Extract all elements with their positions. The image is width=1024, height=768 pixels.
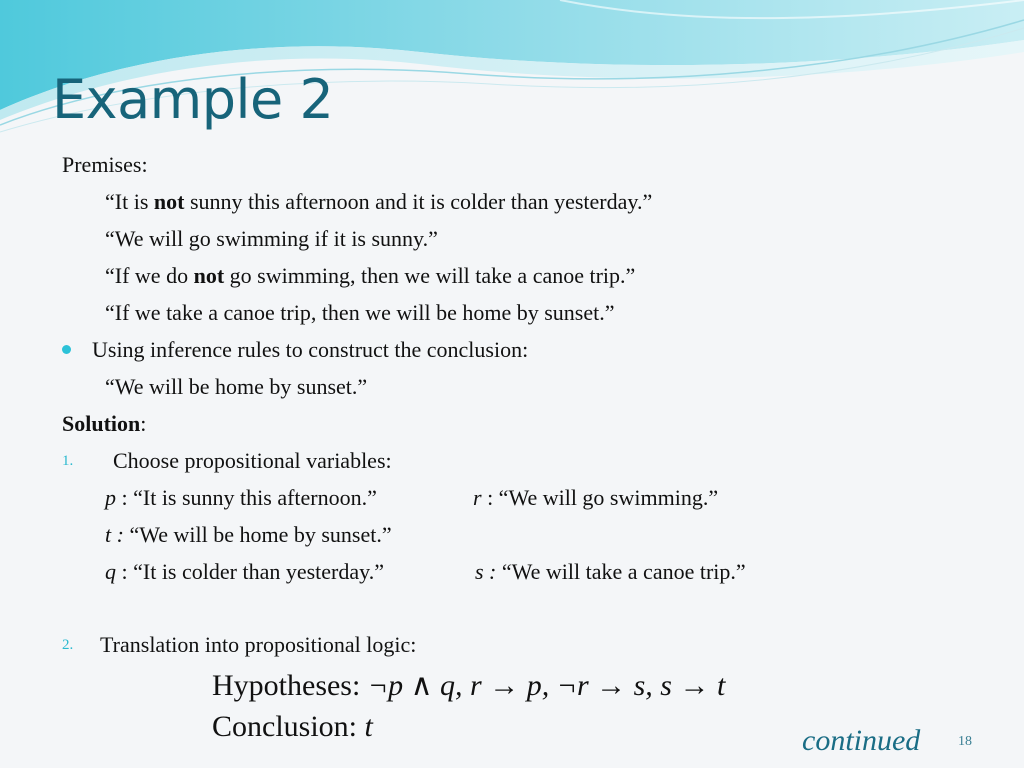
solution-label: Solution bbox=[62, 411, 141, 436]
step-1-number: 1. bbox=[62, 453, 74, 469]
variable-r-symbol: r bbox=[473, 485, 482, 510]
hypotheses-formula: ¬p ∧ q, r → p, ¬r → s, s → t bbox=[367, 669, 726, 702]
variable-s bbox=[475, 559, 746, 585]
premises-label: Premises: bbox=[62, 152, 148, 177]
premise-1-bold: not bbox=[153, 189, 185, 214]
premise-4: “If we take a canoe trip, then we will be home by sunset.” bbox=[105, 300, 615, 325]
variable-q bbox=[105, 559, 384, 585]
variable-t-text: “We will be home by sunset.” bbox=[123, 522, 392, 547]
variable-t-symbol: t : bbox=[105, 522, 124, 547]
premise-3-pre: “If we do bbox=[105, 263, 194, 288]
premise-3-post: go swimming, then we will take a canoe trip.” bbox=[224, 263, 636, 288]
premise-1 bbox=[105, 189, 652, 215]
variable-r-text: : “We will go swimming.” bbox=[481, 485, 719, 510]
premise-2: “We will go swimming if it is sunny.” bbox=[105, 226, 438, 251]
variable-q-symbol: q bbox=[105, 559, 116, 584]
variable-q-text: : “It is colder than yesterday.” bbox=[116, 559, 384, 584]
premise-1-pre: “It is bbox=[105, 189, 154, 214]
premise-1-post: sunny this afternoon and it is colder than yesterday.” bbox=[184, 189, 653, 214]
solution-colon: : bbox=[140, 411, 147, 436]
premise-3-bold: not bbox=[193, 263, 225, 288]
bullet-text: Using inference rules to construct the conclusion: bbox=[92, 337, 529, 362]
variable-t bbox=[105, 522, 392, 548]
step-2-text: Translation into propositional logic: bbox=[100, 632, 417, 657]
hypotheses-label: Hypotheses: bbox=[212, 669, 361, 702]
solution-heading bbox=[62, 411, 146, 437]
bullet-dot-icon bbox=[62, 345, 71, 354]
hypotheses-line bbox=[212, 668, 725, 703]
variable-p-text: : “It is sunny this afternoon.” bbox=[116, 485, 377, 510]
continued-label: continued bbox=[802, 724, 921, 757]
conclusion-line bbox=[212, 710, 373, 744]
slide-number: 18 bbox=[958, 734, 972, 749]
variable-r bbox=[473, 485, 718, 511]
step-1-text: Choose propositional variables: bbox=[113, 448, 392, 473]
variable-s-symbol: s : bbox=[475, 559, 497, 584]
variable-s-text: “We will take a canoe trip.” bbox=[496, 559, 746, 584]
variable-p-symbol: p bbox=[105, 485, 116, 510]
slide-title: Example 2 bbox=[52, 68, 334, 131]
conclusion-label: Conclusion: bbox=[212, 710, 358, 743]
conclusion-quote: “We will be home by sunset.” bbox=[105, 374, 368, 399]
step-2-number: 2. bbox=[62, 637, 74, 653]
conclusion-formula: t bbox=[364, 710, 373, 743]
premise-3 bbox=[105, 263, 635, 289]
variable-p bbox=[105, 485, 377, 511]
